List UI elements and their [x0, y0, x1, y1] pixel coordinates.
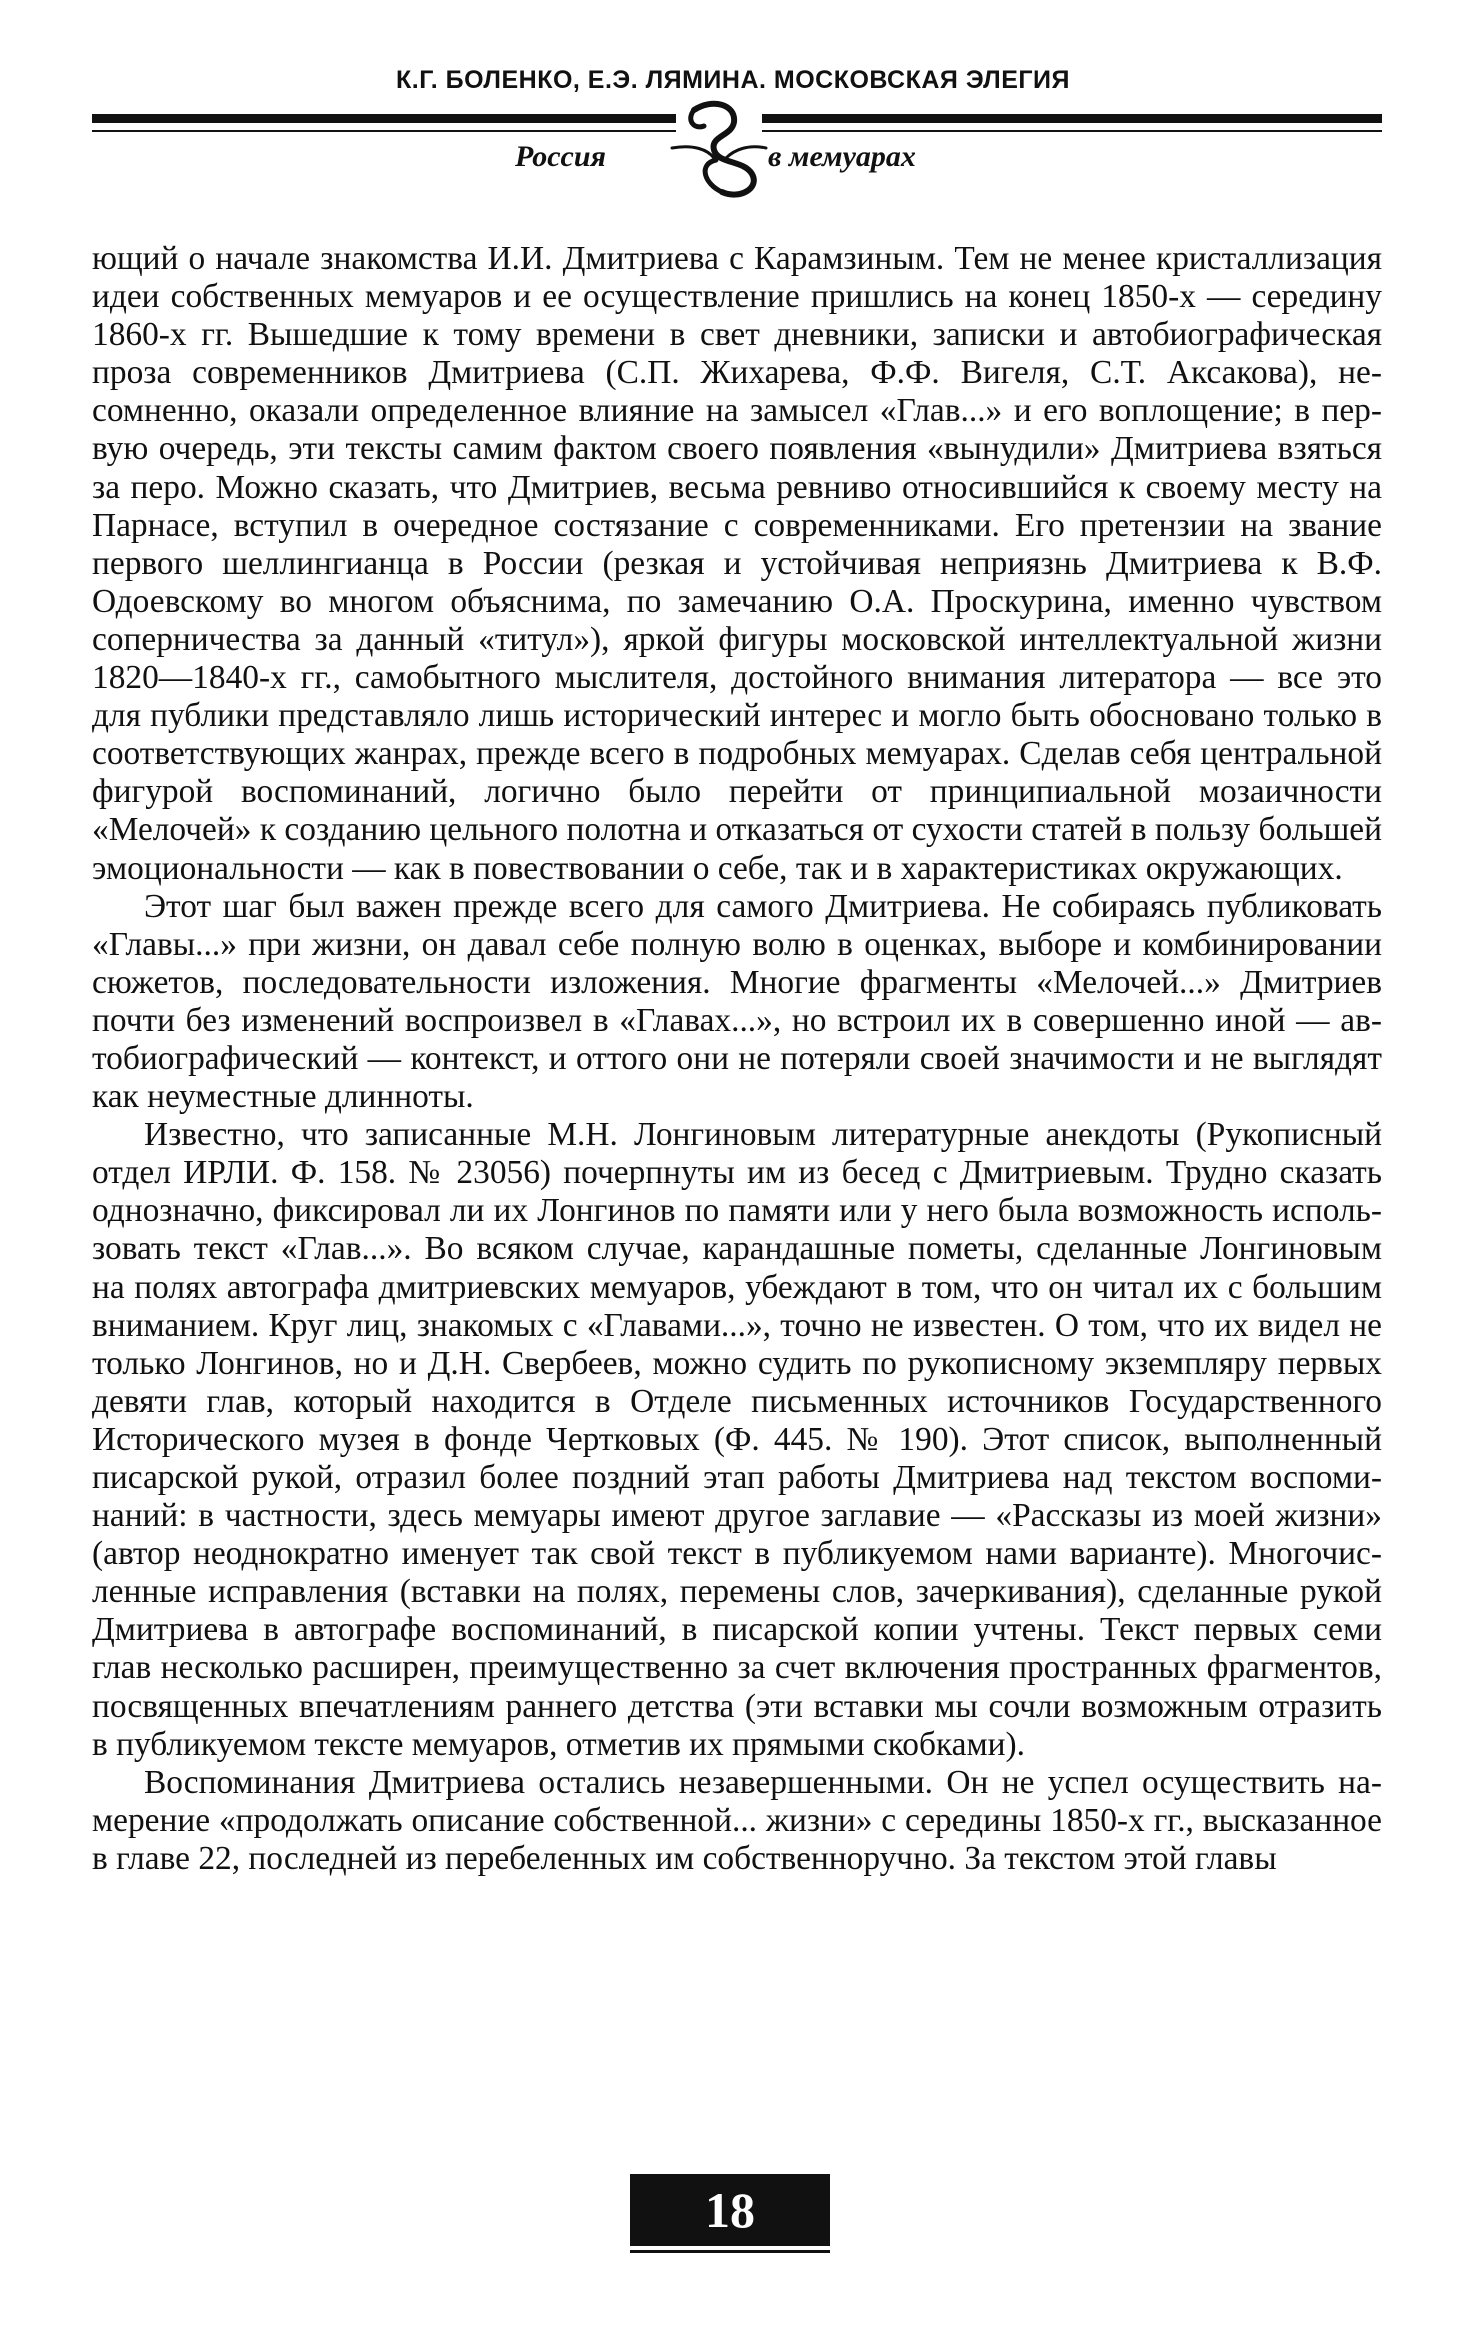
flourish-ornament-icon: [664, 100, 774, 200]
running-head: К.Г. БОЛЕНКО, Е.Э. ЛЯМИНА. МОСКОВСКАЯ ЭЛЕГИЯ: [396, 66, 1070, 94]
paragraph: ющий о начале знакомства И.И. Дмитриева с Карамзиным. Тем не менее кристаллизация идеи собственных мемуаров и ее осуществление пришлись на конец 1850-х — середину 1860-х гг. Вышедшие к тому времени в свет дневники, записки и автобиографическая проза современников Дмитриева (С.П. Жихарева, Ф.Ф. Вигеля, С.Т. Аксакова), несомненно, оказали определенное влияние на замысел «Глав...» и его воплощение; в первую очередь, эти тексты самим фактом своего появления «вынудили» Дмитриева взяться за перо. Можно сказать, что Дмитриев, весьма ревниво относившийся к своему месту на Парнасе, вступил в очередное состязание с современниками. Его претензии на звание первого шеллингианца в России (резкая и устойчивая неприязнь Дмитриева к В.Ф. Одоевскому во многом объяснима, по замечанию О.А. Проскурина, именно чувством соперничества за данный «титул»), яркой фигуры московской интеллектуальной жизни 1820—1840-х гг., самобытного мыслителя, достойного внимания литератора — все это для публики представляло лишь исторический интерес и могло быть обосновано только в соответствующих жанрах, прежде всего в подробных мемуарах. Сделав себя центральной фигурой воспоминаний, логично было перейти от принципиальной мозаичности «Мелочей» к созданию цельного полотна и отказаться от сухости статей в пользу большей эмоциональности — как в повествовании о себе, так и в характеристиках окружающих.: [92, 240, 1382, 887]
body-text: [92, 240, 1382, 1878]
series-title: [0, 136, 1466, 206]
footer-rule: [630, 2250, 830, 2253]
series-title-left: Россия: [514, 140, 606, 173]
paragraph: Известно, что записанные М.Н. Лонгиновым литературные анекдоты (Рукописный отдел ИРЛИ. Ф. 158. № 23056) почерпнуты им из бесед с Дмитриевым. Трудно сказать однозначно, фиксировал ли их Лонгинов по памяти или у него была возможность использовать текст «Глав...». Во всяком случае, карандашные пометы, сделанные Лонгиновым на полях автографа дмитриевских мемуаров, убеждают в том, что он читал их с большим вниманием. Круг лиц, знакомых с «Главами...», точно не известен. О том, что их видел не только Лонгинов, но и Д.Н. Свербеев, можно судить по рукописному экземпляру первых девяти глав, который находится в Отделе письменных источников Государственного Исторического музея в фонде Чертковых (Ф. 445. № 190). Этот список, выполненный писарской рукой, отразил более поздний этап работы Дмитриева над текстом воспоминаний: в частности, здесь мемуары имеют другое заглавие — «Рассказы из моей жизни» (автор неоднократно именует так свой текст в публикуемом нами варианте). Многочисленные исправления (вставки на полях, перемены слов, зачеркивания), сделанные рукой Дмитриева в автографе воспоминаний, в писарской копии учтены. Текст первых семи глав несколько расширен, преимущественно за счет включения пространных фрагментов, посвященных впечатлениям раннего детства (эти вставки мы сочли возможным отразить в публикуемом тексте мемуаров, отметив их прямыми скобками).: [92, 1116, 1382, 1763]
series-title-right: в мемуарах: [768, 140, 916, 173]
paragraph: Воспоминания Дмитриева остались незавершенными. Он не успел осуществить намерение «продолжать описание собственной... жизни» с середины 1850-х гг., высказанное в главе 22, последней из перебеленных им собственноручно. За текстом этой главы: [92, 1763, 1382, 1877]
page-number: 18: [705, 2182, 755, 2238]
page-number-box: [630, 2174, 830, 2246]
paragraph: Этот шаг был важен прежде всего для самого Дмитриева. Не собираясь публиковать «Главы...» при жизни, он давал себе полную волю в оценках, выборе и комбинировании сюжетов, последовательности изложения. Многие фрагменты «Мелочей...» Дмитриев почти без изменений воспроизвел в «Главах...», но встроил их в совершенно иной — автобиографический — контекст, и оттого они не потеряли своей значимости и не выглядят как неуместные длинноты.: [92, 887, 1382, 1116]
